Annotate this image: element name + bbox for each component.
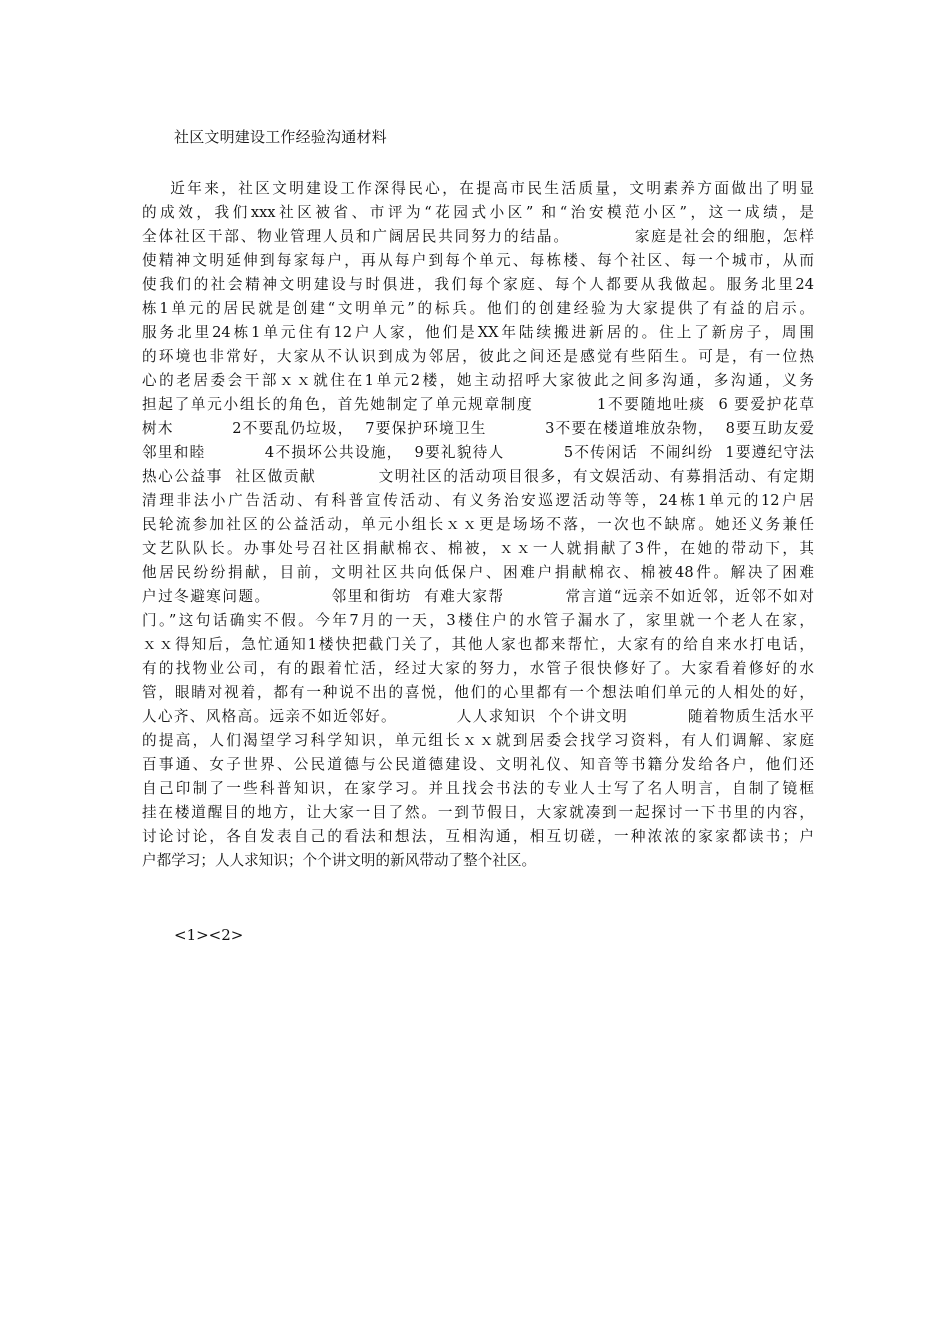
body-line: 挂在楼道醒目的地方，让大家一目了然。一到节假日，大家就凑到一起探讨一下书里的内容， (142, 804, 814, 821)
document-title: 社区文明建设工作经验沟通材料 (174, 128, 387, 146)
body-line: 管，眼睛对视着，都有一种说不出的喜悦，他们的心里都有一个想法咱们单元的人相处的好， (142, 684, 814, 701)
body-line: 全体社区干部、物业管理人员和广阔居民共同努力的结晶。 家庭是社会的细胞，怎样 (142, 228, 814, 245)
body-line: 使精神文明延伸到每家每户，再从每户到每个单元、每栋楼、每个社区、每一个城市，从而 (142, 252, 814, 269)
body-line: 热心公益事 社区做贡献 文明社区的活动项目很多，有文娱活动、有募捐活动、有定期 (142, 468, 814, 485)
body-line: 使我们的社会精神文明建设与时俱进，我们每个家庭、每个人都要从我做起。服务北里24 (142, 276, 814, 293)
body-line: 有的找物业公司，有的跟着忙活，经过大家的努力，水管子很快修好了。大家看着修好的水 (142, 660, 814, 677)
body-line: 他居民纷纷捐献，目前，文明社区共向低保户、困难户捐献棉衣、棉被48件。解决了困难 (142, 564, 814, 581)
body-line: 邻里和睦 4不损坏公共设施， 9要礼貌待人 5不传闲话 不闹纠纷 1要遵纪守法 (142, 444, 814, 461)
body-line: 的环境也非常好，大家从不认识到成为邻居，彼此之间还是感觉有些陌生。可是，有一位热 (142, 348, 814, 365)
document-body (142, 177, 814, 873)
pagination-links[interactable]: <1><2> (174, 926, 244, 944)
body-line: 清理非法小广告活动、有科普宣传活动、有义务治安巡逻活动等等，24栋1单元的12户居 (142, 492, 814, 509)
body-line: 讨论讨论，各自发表自己的看法和想法，互相沟通，相互切磋，一种浓浓的家家都读书；户 (142, 828, 814, 845)
body-line: 树木 2不要乱仍垃圾， 7要保护环境卫生 3不要在楼道堆放杂物， 8要互助友爱 (142, 420, 814, 437)
body-line: 文艺队队长。办事处号召社区捐献棉衣、棉被，ｘｘ一人就捐献了3件，在她的带动下，其 (142, 540, 814, 557)
body-line: 的成效，我们xxx社区被省、市评为“花园式小区” 和“治安模范小区”，这一成绩，是 (142, 204, 814, 221)
body-line: 门。”这句话确实不假。今年7月的一天，3楼住户的水管子漏水了，家里就一个老人在家， (142, 612, 814, 629)
body-line: 近年来，社区文明建设工作深得民心，在提高市民生活质量，文明素养方面做出了明显 (142, 180, 814, 197)
body-line: 心的老居委会干部ｘｘ就住在1单元2楼，她主动招呼大家彼此之间多沟通，多沟通，义务 (142, 372, 814, 389)
body-line: 户都学习；人人求知识；个个讲文明的新风带动了整个社区。 (142, 852, 537, 869)
body-line: 的提高，人们渴望学习科学知识，单元组长ｘｘ就到居委会找学习资料，有人们调解、家庭 (142, 732, 814, 749)
body-line: 百事通、女子世界、公民道德与公民道德建设、文明礼仪、知音等书籍分发给各户，他们还 (142, 756, 814, 773)
body-line: 栋1单元的居民就是创建“文明单元”的标兵。他们的创建经验为大家提供了有益的启示。 (142, 300, 814, 317)
body-line: 人心齐、风格高。远亲不如近邻好。 人人求知识 个个讲文明 随着物质生活水平 (142, 708, 814, 725)
body-line: 自己印制了一些科普知识，在家学习。并且找会书法的专业人士写了名人明言，自制了镜框 (142, 780, 814, 797)
body-line: ｘｘ得知后，急忙通知1楼快把截门关了，其他人家也都来帮忙，大家有的给自来水打电话， (142, 636, 814, 653)
body-line: 担起了单元小组长的角色，首先她制定了单元规章制度 1不要随地吐痰 6 要爱护花草 (142, 396, 814, 413)
body-line: 户过冬避寒问题。 邻里和街坊 有难大家帮 常言道“远亲不如近邻，近邻不如对 (142, 588, 814, 605)
body-line: 服务北里24栋1单元住有12户人家，他们是XX年陆续搬进新居的。住上了新房子，周围 (142, 324, 814, 341)
body-line: 民轮流参加社区的公益活动，单元小组长ｘｘ更是场场不落，一次也不缺席。她还义务兼任 (142, 516, 814, 533)
